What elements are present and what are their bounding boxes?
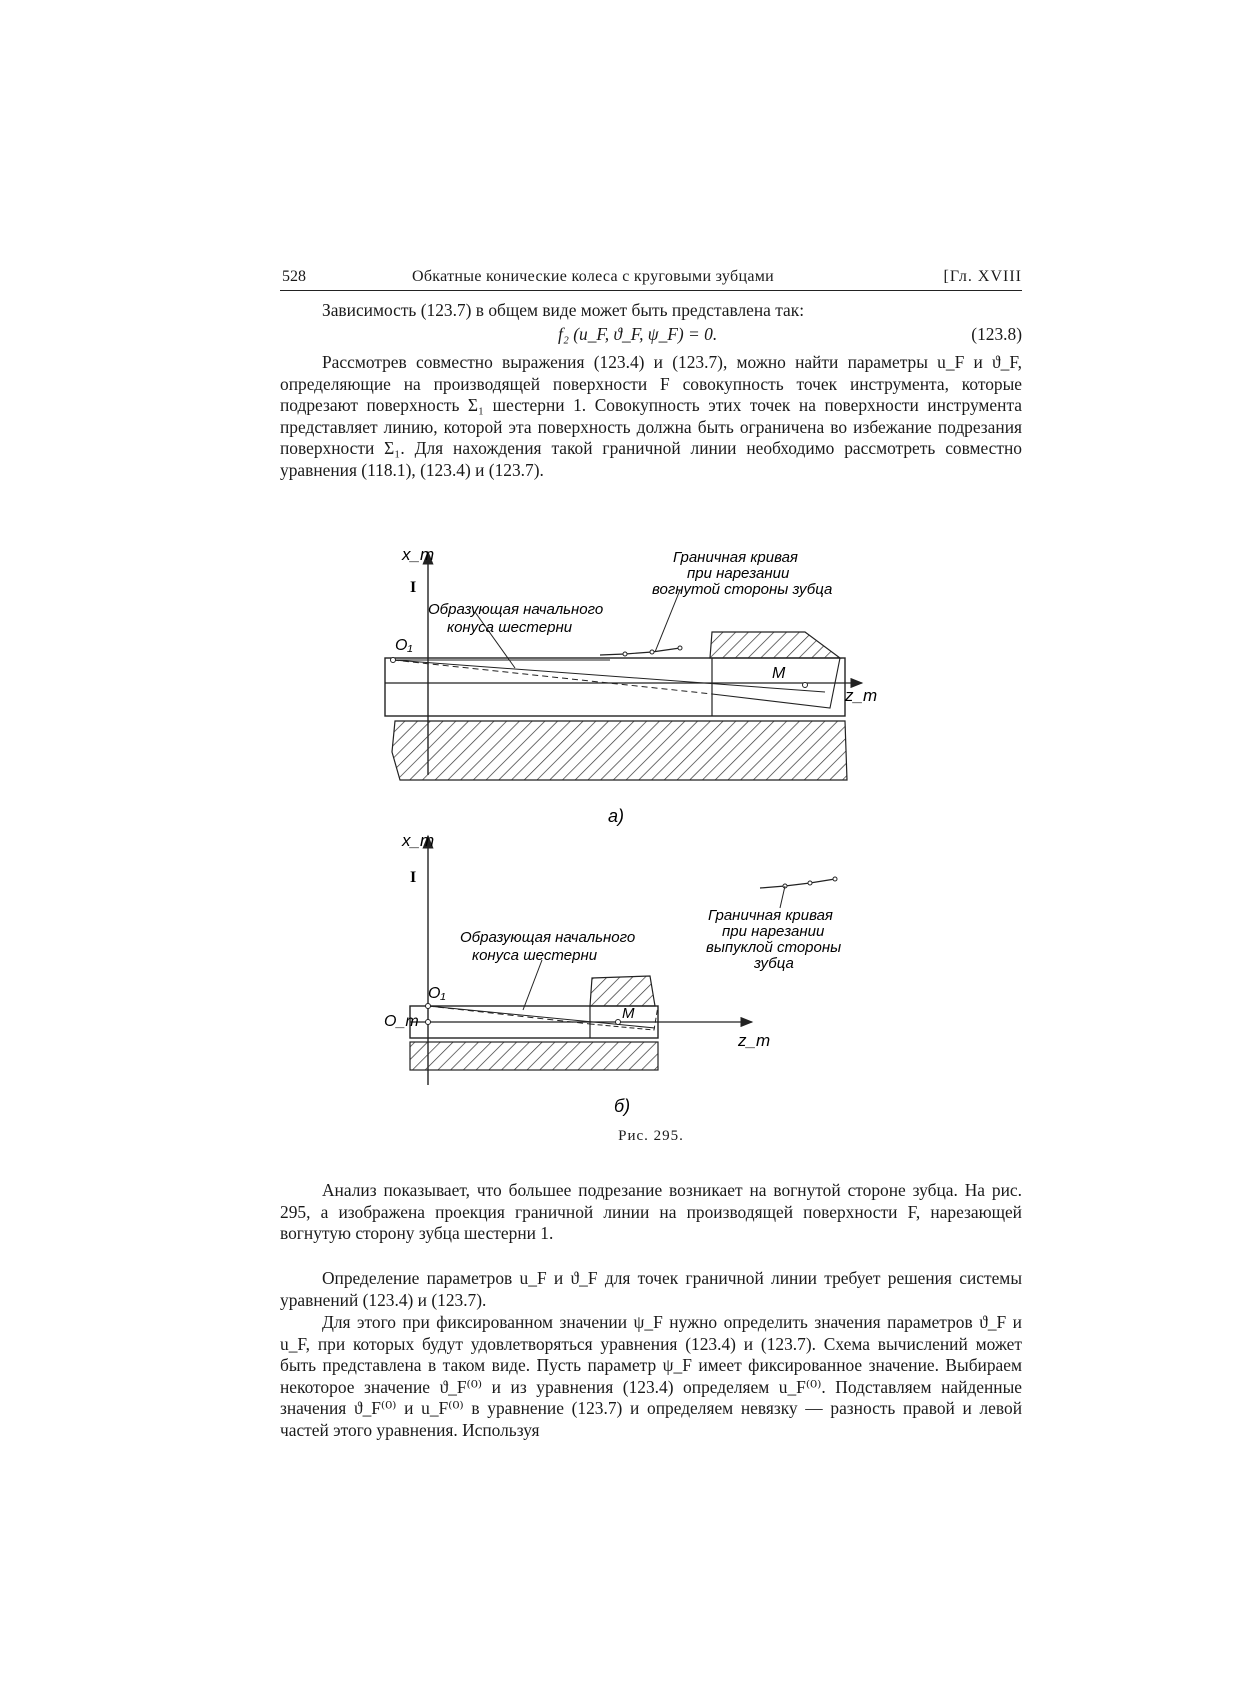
axis-label-zm-b: z_m [738,1031,771,1050]
callout-boundary-b-l3: выпуклой стороны [706,939,842,956]
paragraph-1: Зависимость (123.7) в общем виде может быть представлена так: [322,300,805,320]
paragraph-2: Рассмотрев совместно выражения (123.4) и (123.7), можно найти параметры u_F и ϑ_F, определяющие на производящей поверхности F совокупность точек инструмента, которые подрезают поверхность Σ₁ шестерни 1. Совокупность этих точек на поверхности инструмента представляет линию, которой эта поверхность должна быть ограничена во избежание подрезания поверхности Σ₁. Для нахождения такой граничной линии необходимо рассмотреть совместно уравнения (118.1), (123.4) и (123.7). [280,352,1022,480]
formula-expression: f₂ (u_F, ϑ_F, ψ_F) = 0. [558,324,718,344]
paragraph-5: Для этого при фиксированном значении ψ_F нужно определить значения параметров ϑ_F и u_F, при которых будут удовлетворяться уравнения (123.4) и (123.7). Схема вычислений может быть представлена в таком виде. Пусть параметр ψ_F имеет фиксированное значение. Выбираем некоторое значение ϑ_F⁽⁰⁾ и из уравнения (123.4) определяем u_F⁽⁰⁾. Подставляем найденные значения ϑ_F⁽⁰⁾ и u_F⁽⁰⁾ в уравнение (123.7) и определяем невязку — разность правой и левой частей этого уравнения. Используя [280,1312,1022,1440]
chapter-label: [Гл. XVIII [943,268,1022,285]
axis-label-xm-b: x_m [402,831,435,850]
axis-label-xm: x_m [402,545,435,564]
figure-b [384,831,841,1116]
callout-generatrix-b-l1: Образующая начального [460,929,636,946]
callout-boundary-a-l3: вогнутой стороны зубца [652,581,833,598]
callout-boundary-a-l1: Граничная кривая [673,549,798,566]
figure-a [385,545,877,826]
figure-caption: Рис. 295. [618,1128,684,1144]
label-O1: O₁ [395,637,413,654]
figure-295 [280,540,1022,1130]
sublabel-b: б) [614,1096,631,1116]
callout-generatrix-b-l2: конуса шестерни [472,947,598,964]
label-O1-b: O₁ [428,985,446,1002]
mark-I: I [410,579,417,596]
callout-boundary-b-l1: Граничная кривая [708,907,833,924]
sublabel-a: а) [608,806,625,826]
callout-boundary-b-l4: зубца [754,955,794,972]
label-M: M [772,665,786,682]
book-page [280,0,1022,1694]
callout-generatrix-a-l1: Образующая начального [428,601,604,618]
page-number: 528 [282,268,306,285]
formula-number: (123.8) [971,324,1022,344]
paragraph-3: Анализ показывает, что большее подрезание возникает на вогнутой стороне зубца. На рис. 295, а изображена проекция граничной линии на производящей поверхности F, нарезающей вогнутую сторону зубца шестерни 1. [280,1180,1022,1243]
callout-boundary-b-l2: при нарезании [722,923,825,940]
paragraph-4: Определение параметров u_F и ϑ_F для точек граничной линии требует решения системы уравнений (123.4) и (123.7). [280,1268,1022,1310]
callout-generatrix-a-l2: конуса шестерни [447,619,573,636]
running-title: Обкатные конические колеса с круговыми зубцами [412,268,775,285]
mark-I-b: I [410,869,417,886]
label-M-b: M [622,1005,635,1022]
running-header [280,268,1022,291]
axis-label-zm: z_m [845,686,878,705]
label-Om: O_m [384,1013,419,1030]
formula-123-8 [280,324,1022,348]
callout-boundary-a-l2: при нарезании [687,565,790,582]
